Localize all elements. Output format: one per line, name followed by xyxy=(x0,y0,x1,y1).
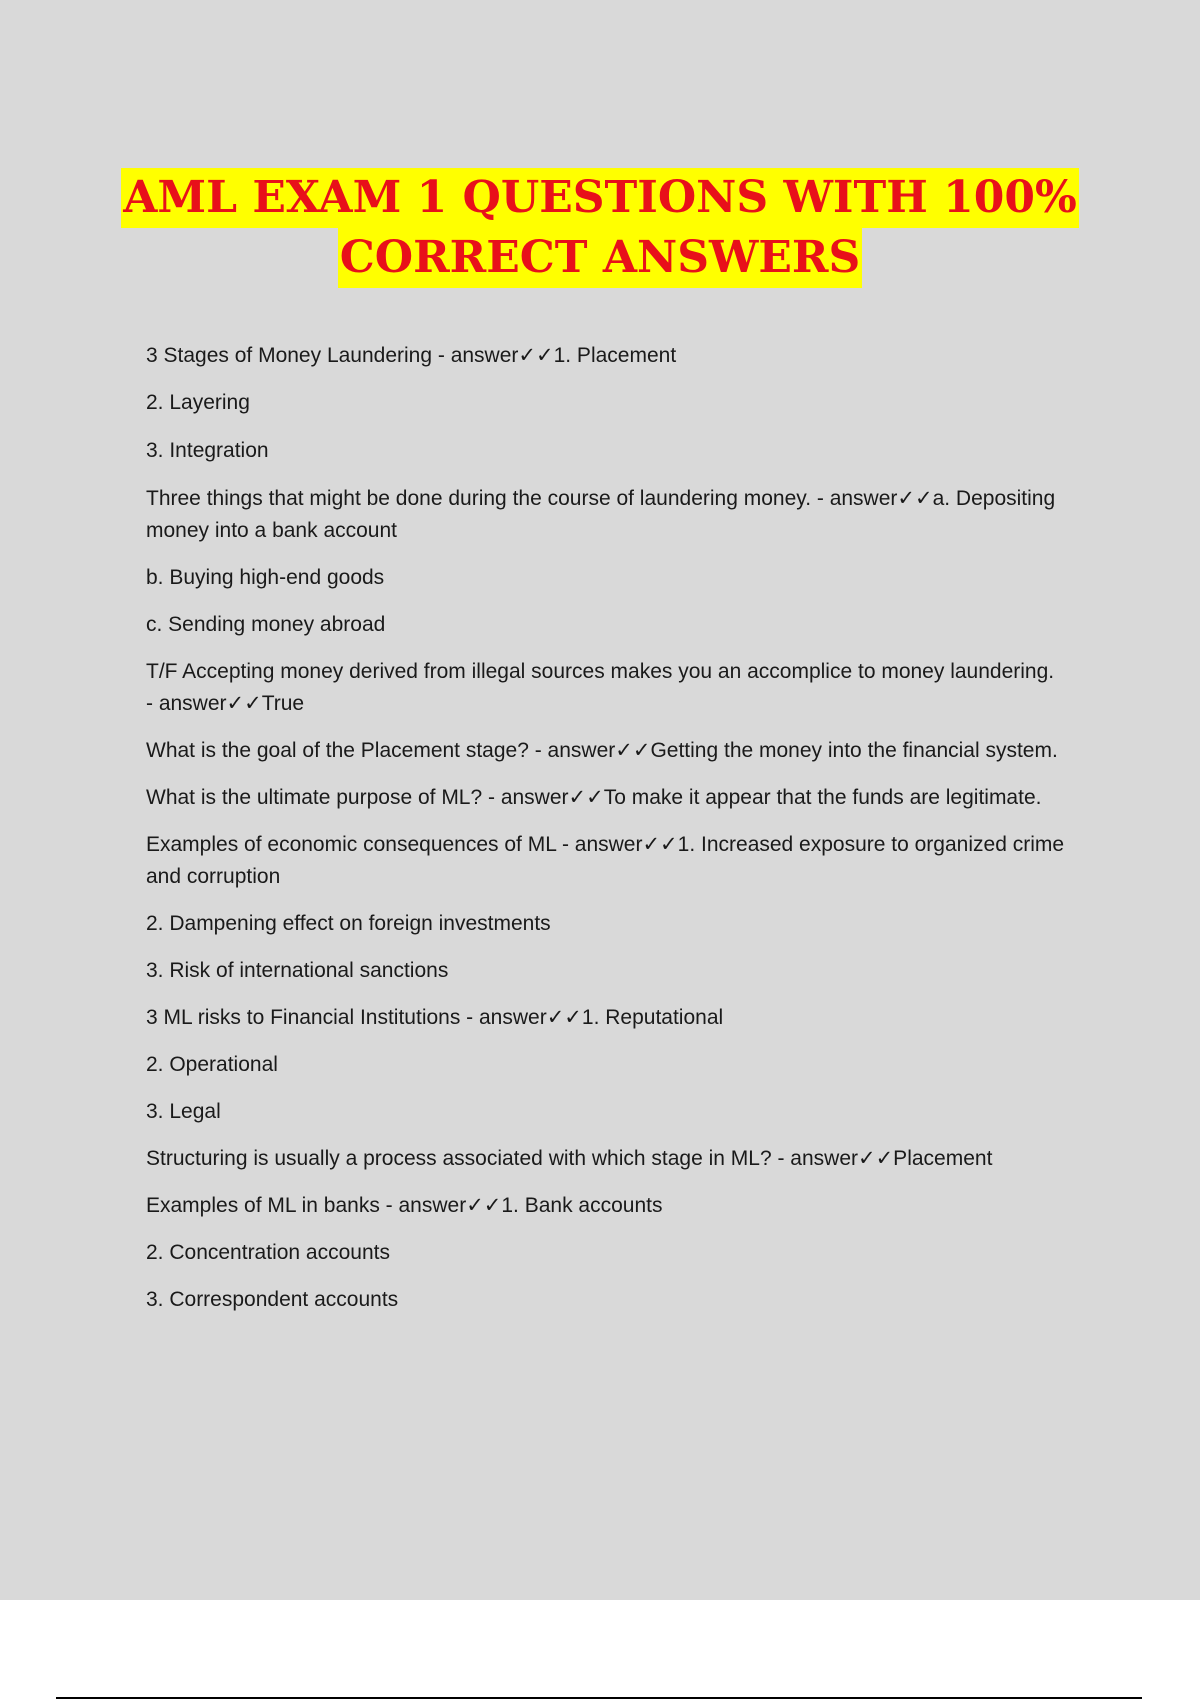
paragraph: 2. Dampening effect on foreign investments xyxy=(146,912,551,935)
paragraph: 3. Legal xyxy=(146,1100,221,1123)
paragraph: 3 ML risks to Financial Institutions - answer✓✓1. Reputational xyxy=(146,1006,724,1029)
paragraph: T/F Accepting money derived from illegal sources makes you an accomplice to money laundering. - answer✓✓True xyxy=(146,660,1055,715)
paragraph: b. Buying high-end goods xyxy=(146,566,385,589)
paragraph: Three things that might be done during the course of laundering money. - answer✓✓a. Depositing money into a bank account xyxy=(146,487,1056,542)
paragraph: 2. Operational xyxy=(146,1053,278,1076)
paragraph: c. Sending money abroad xyxy=(146,613,386,636)
paragraph: What is the goal of the Placement stage? - answer✓✓Getting the money into the financial system. xyxy=(146,739,1058,762)
paragraph: 3. Integration xyxy=(146,439,269,462)
paragraph: 2. Layering xyxy=(146,391,250,414)
footer-divider xyxy=(56,1697,1142,1699)
title-line-1: AML EXAM 1 QUESTIONS WITH 100% xyxy=(121,168,1079,228)
title-line-2: CORRECT ANSWERS xyxy=(338,228,863,288)
paragraph: Structuring is usually a process associated with which stage in ML? - answer✓✓Placement xyxy=(146,1147,993,1170)
paragraph: What is the ultimate purpose of ML? - answer✓✓To make it appear that the funds are legitimate. xyxy=(146,786,1042,809)
paragraph: 3 Stages of Money Laundering - answer✓✓1. Placement xyxy=(146,344,677,367)
document-body xyxy=(146,340,1066,1331)
paragraph: 3. Risk of international sanctions xyxy=(146,959,449,982)
paragraph: Examples of economic consequences of ML - answer✓✓1. Increased exposure to organized crime and corruption xyxy=(146,833,1065,888)
paragraph: 2. Concentration accounts xyxy=(146,1241,390,1264)
document-title xyxy=(0,168,1200,288)
paragraph: 3. Correspondent accounts xyxy=(146,1288,399,1311)
paragraph: Examples of ML in banks - answer✓✓1. Bank accounts xyxy=(146,1194,663,1217)
